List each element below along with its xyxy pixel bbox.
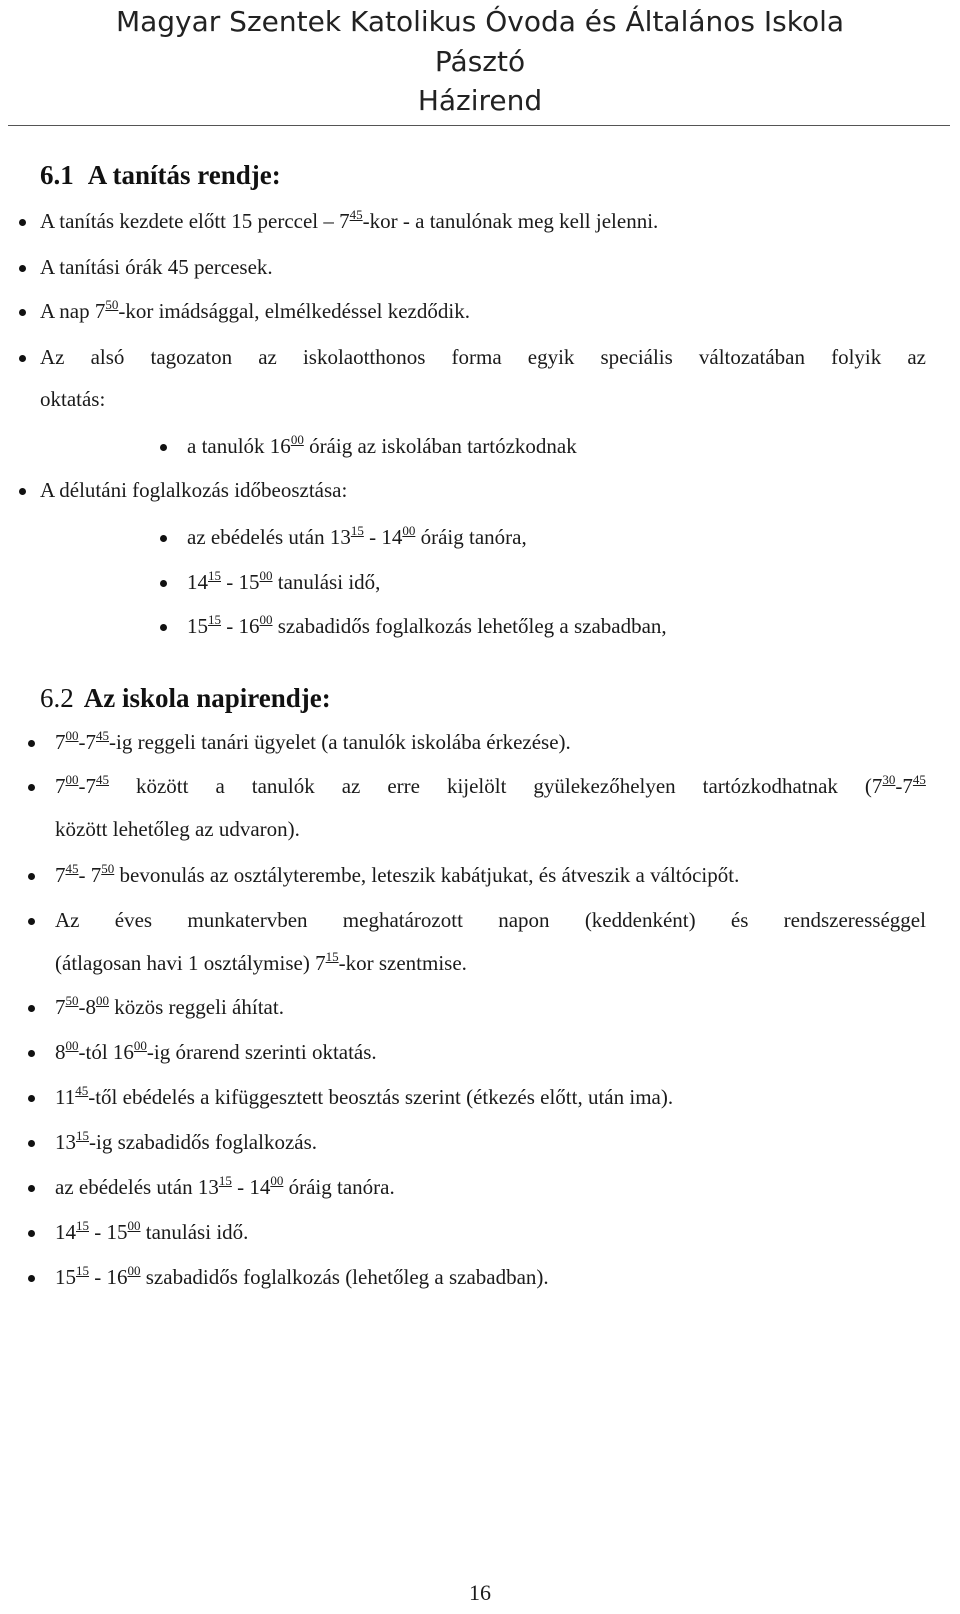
bullet-icon [28, 1095, 35, 1102]
header-divider [8, 125, 950, 126]
bullet-icon [160, 535, 167, 542]
list-item: $7^{45}-$ $7^{50}$ bevonulás az osztályterembe, leteszik kabátjukat, és átveszik a váltócipőt. [55, 861, 740, 887]
list-item: $7^{50}-8^{00}$ közös reggeli áhítat. [55, 993, 284, 1019]
bullet-icon [19, 309, 26, 316]
bullet-icon [28, 1185, 35, 1192]
bullet-icon [160, 624, 167, 631]
sub-list-item: $15^{15} - 16^{00}$ szabadidős foglalkozás lehetőleg a szabadban, [187, 612, 667, 638]
list-item-line2: között lehetőleg az udvaron). [55, 817, 300, 841]
bullet-icon [28, 784, 35, 791]
bullet-icon [28, 1275, 35, 1282]
bullet-icon [19, 355, 26, 362]
list-item-line2: oktatás: [40, 387, 106, 411]
page-number: 16 [469, 1580, 491, 1605]
list-item: A délutáni foglalkozás időbeosztása: [40, 478, 348, 502]
bullet-icon [28, 1005, 35, 1012]
bullet-icon [28, 1140, 35, 1147]
section-heading-6-1 [40, 160, 281, 191]
section-number: 6.2 [40, 683, 74, 713]
bullet-icon [160, 580, 167, 587]
list-item: $15^{15} - 16^{00}$ szabadidős foglalkozás (lehetőleg a szabadban). [55, 1263, 549, 1289]
sub-list-item: a tanulók $16^{00}$ óráig az iskolában tartózkodnak [187, 432, 577, 458]
list-item: $11^{45}$-től ebédelés a kifüggesztett beosztás szerint (étkezés előtt, után ima). [55, 1083, 674, 1109]
bullet-icon [28, 740, 35, 747]
list-item-line1: Az éves munkatervben meghatározott napon (keddenként) és rendszerességgel [55, 908, 926, 932]
list-item: $7^{00}-7^{45}-ig$ reggeli tanári ügyelet (a tanulók iskolába érkezése). [55, 728, 571, 754]
list-item-line2: (átlagosan havi 1 osztálymise) $7^{15}$-kor szentmise. [55, 949, 467, 975]
bullet-icon [19, 265, 26, 272]
list-item: az ebédelés után $13^{15} - 14^{00}$ óráig tanóra. [55, 1173, 395, 1199]
list-item: A tanítás kezdete előtt 15 perccel – $7^{45}$-kor - a tanulónak meg kell jelenni. [40, 207, 659, 233]
bullet-icon [28, 1050, 35, 1057]
sub-list-item: $14^{15} - 15^{00}$ tanulási idő, [187, 568, 381, 594]
bullet-icon [19, 219, 26, 226]
school-name: Magyar Szentek Katolikus Óvoda és Általános Iskola [115, 5, 845, 38]
school-city: Pásztó [434, 45, 526, 78]
document-title: Házirend [417, 84, 543, 117]
bullet-icon [28, 1230, 35, 1237]
list-item-line1: $7^{00}-7^{45}$ között a tanulók az erre kijelölt gyülekezőhelyen tartózkodhatnak ($7^{30}-7^{45}$ [55, 772, 926, 798]
bullet-icon [28, 873, 35, 880]
section-title: Az iskola napirendje: [83, 683, 331, 713]
sub-list-item: az ebédelés után $13^{15} - 14^{00}$ óráig tanóra, [187, 523, 527, 549]
bullet-icon [19, 488, 26, 495]
bullet-icon [160, 444, 167, 451]
list-item: $8^{00}$-tól $16^{00}-ig$ órarend szerinti oktatás. [55, 1038, 377, 1064]
section-number: 6.1 [40, 160, 74, 190]
list-item: A tanítási órák 45 percesek. [40, 255, 273, 279]
bullet-icon [28, 918, 35, 925]
list-item-line1: Az alsó tagozaton az iskolaotthonos forma egyik speciális változatában folyik az [40, 345, 926, 369]
section-title: A tanítás rendje: [87, 160, 281, 190]
list-item: A nap $7^{50}$-kor imádsággal, elmélkedéssel kezdődik. [40, 297, 470, 323]
list-item: $13^{15}-ig$ szabadidős foglalkozás. [55, 1128, 318, 1154]
list-item: $14^{15} - 15^{00}$ tanulási idő. [55, 1218, 249, 1244]
section-heading-6-2 [40, 683, 331, 714]
